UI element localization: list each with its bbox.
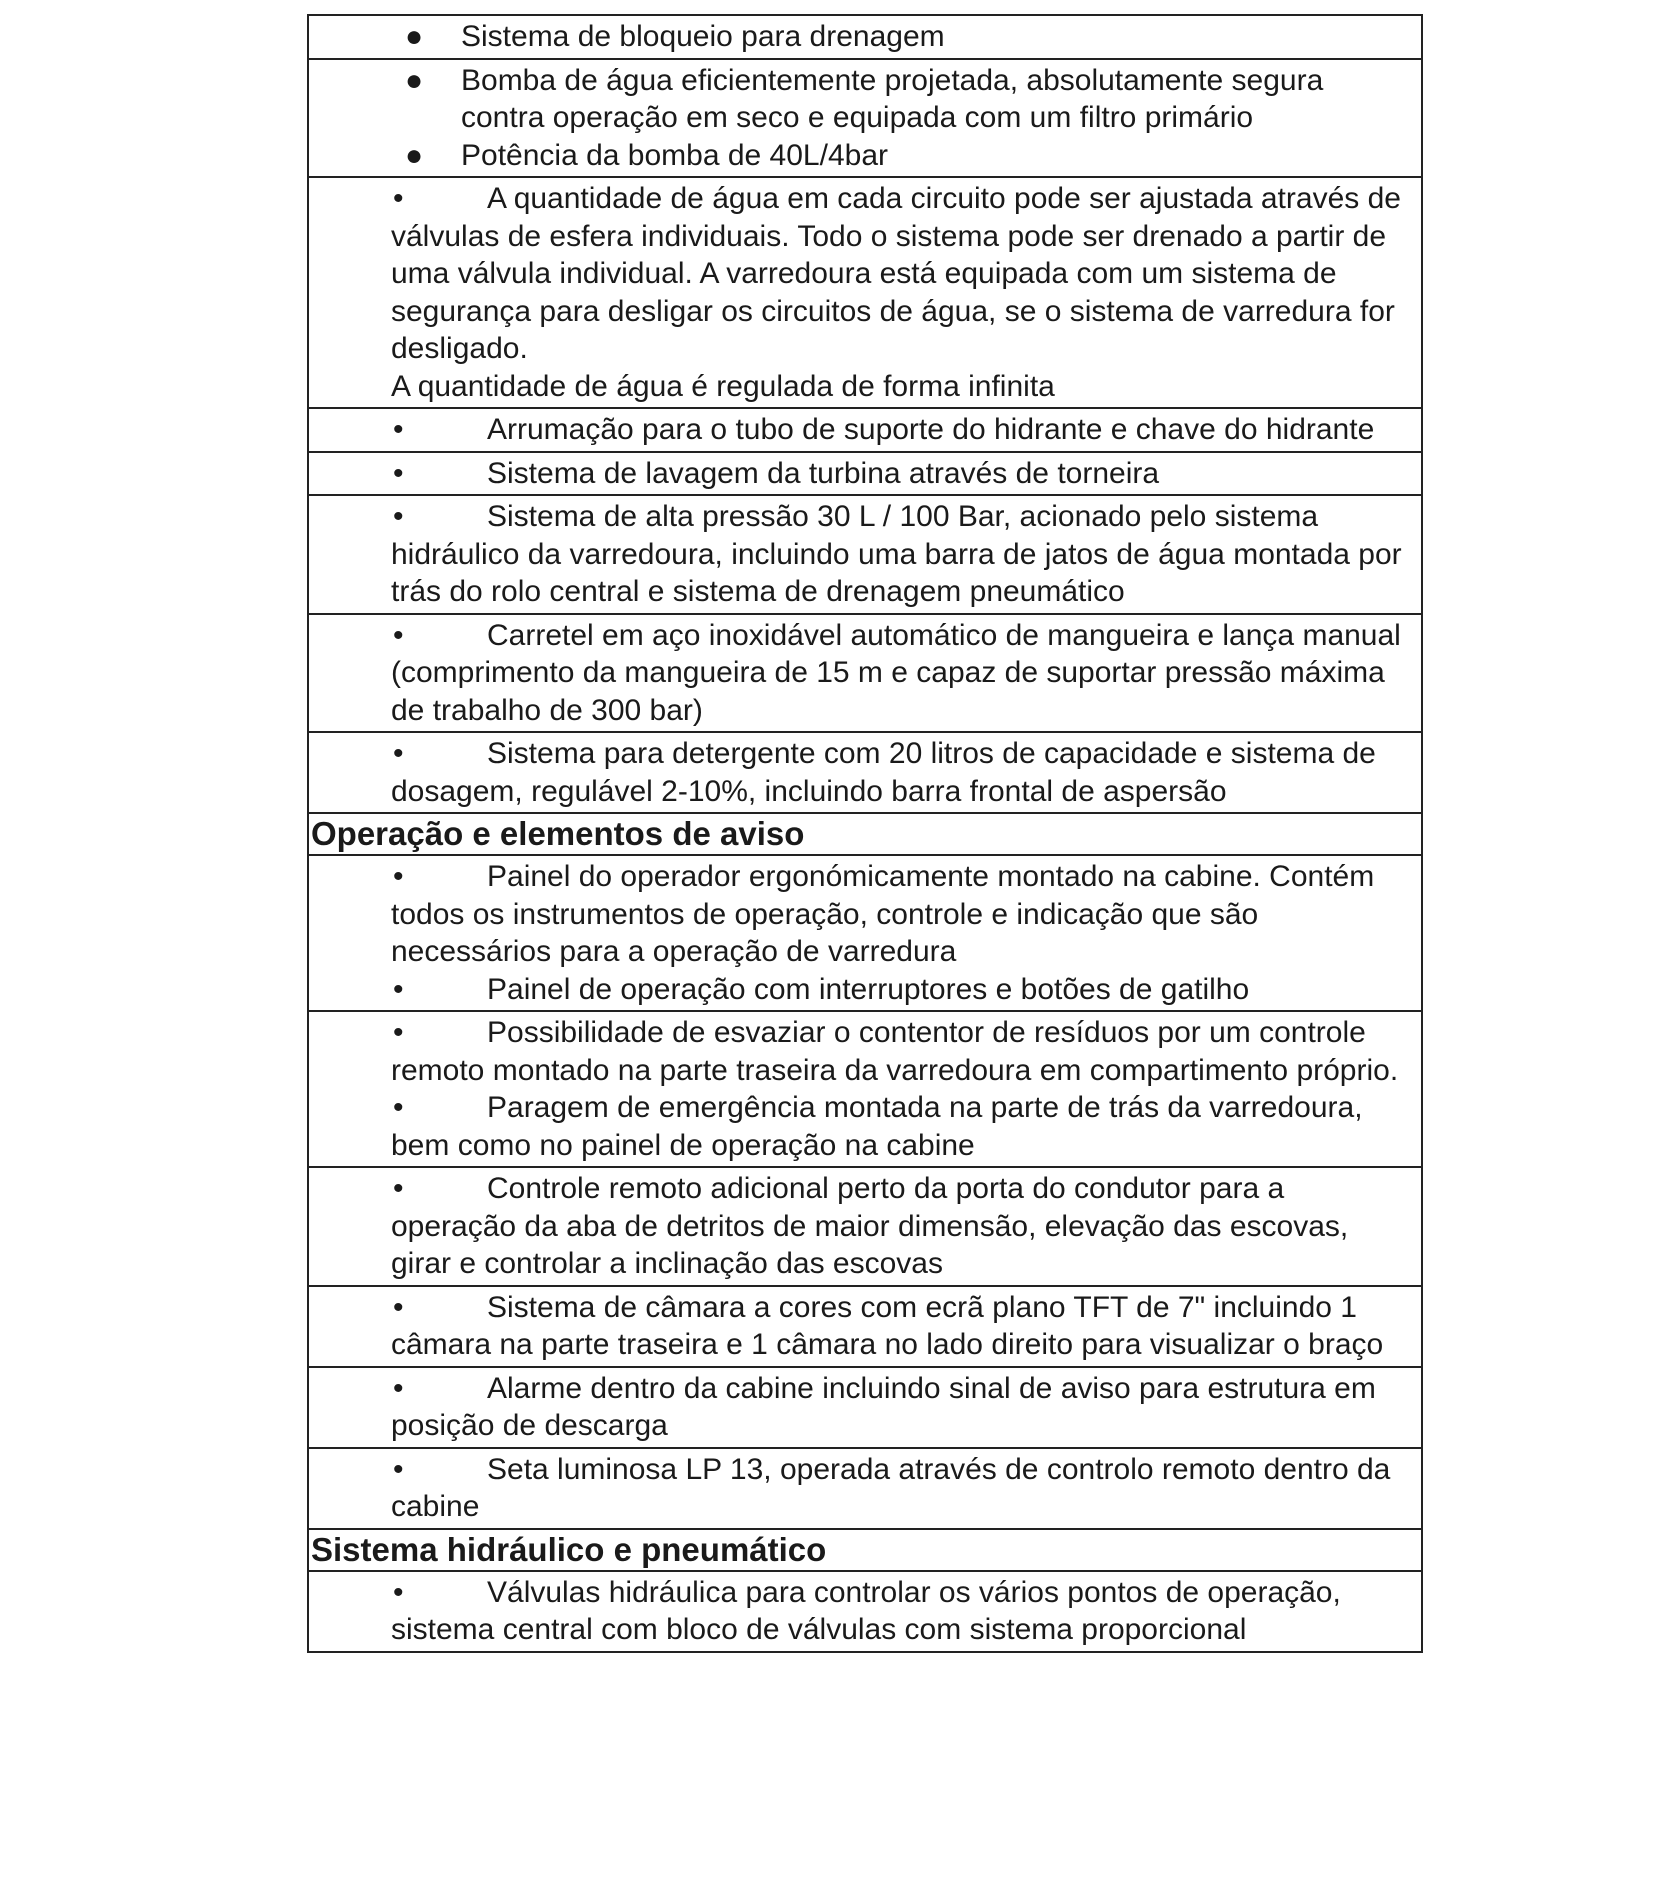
- table-row: [308, 1448, 1422, 1529]
- list-item: [405, 62, 1407, 137]
- table-cell: [308, 1011, 1422, 1167]
- item-text: • Sistema de lavagem da turbina através de torneira: [391, 455, 1159, 493]
- bullet-icon: •: [393, 1016, 404, 1049]
- table-row: [308, 614, 1422, 733]
- item-text: • Possibilidade de esvaziar o contentor de resíduos por um controle remoto montado na parte traseira da varredoura em compartimento próprio.: [391, 1016, 1399, 1087]
- item-text: • Carretel em aço inoxidável automático de mangueira e lança manual (comprimento da mangueira de 15 m e capaz de suportar pressão máxima de trabalho de 300 bar): [391, 618, 1401, 727]
- list-item: [391, 180, 1407, 368]
- bullet-icon: ●: [405, 20, 424, 53]
- item-text: • Arrumação para o tubo de suporte do hidrante e chave do hidrante: [391, 411, 1374, 449]
- cell-content: [309, 615, 1421, 732]
- item-text: A quantidade de água é regulada de forma infinita: [391, 369, 1055, 403]
- list-item: [391, 971, 1407, 1009]
- bullet-icon: •: [393, 1575, 404, 1609]
- cell-content: [309, 1368, 1421, 1447]
- list-item: [391, 735, 1407, 810]
- list-item: [391, 498, 1407, 611]
- list-item: [391, 455, 1407, 493]
- table-cell: [308, 1286, 1422, 1367]
- table-row: [308, 452, 1422, 496]
- list-item: [391, 1451, 1407, 1526]
- list-item: [391, 411, 1407, 449]
- table-cell: [308, 59, 1422, 178]
- list-item: [405, 137, 1407, 175]
- document-page: [307, 14, 1423, 1653]
- bullet-icon: •: [393, 182, 404, 215]
- table-row: [308, 1286, 1422, 1367]
- list-item: [391, 1289, 1407, 1364]
- item-text: • Sistema de alta pressão 30 L / 100 Bar, acionado pelo sistema hidráulico da varredoura, incluindo uma barra de jatos de água montada por trás do rolo central e sistema de drenagem pneumático: [391, 500, 1402, 608]
- item-text: Bomba de água eficientemente projetada, absolutamente segura contra operação em seco e equipada com um filtro primário: [461, 63, 1324, 134]
- item-text: • Alarme dentro da cabine incluindo sinal de aviso para estrutura em posição de descarga: [391, 1371, 1376, 1442]
- table-cell: [308, 1367, 1422, 1448]
- cell-content: [309, 453, 1421, 495]
- table-row: [308, 1529, 1422, 1571]
- table-cell: [308, 452, 1422, 496]
- cell-content: [309, 496, 1421, 613]
- item-text: Sistema de bloqueio para drenagem: [461, 20, 945, 53]
- item-text: • Sistema de câmara a cores com ecrã plano TFT de 7" incluindo 1 câmara na parte traseira e 1 câmara no lado direito para visualizar o braço: [391, 1290, 1384, 1361]
- cell-content: [309, 409, 1421, 451]
- table-cell: [308, 1167, 1422, 1286]
- item-text: • Paragem de emergência montada na parte de trás da varredoura, bem como no painel de operação na cabine: [391, 1091, 1363, 1162]
- table-cell: [308, 177, 1422, 408]
- bullet-icon: •: [393, 1091, 404, 1124]
- list-item: [391, 858, 1407, 971]
- table-cell: [308, 15, 1422, 59]
- bullet-icon: •: [393, 456, 404, 490]
- table-row: [308, 1367, 1422, 1448]
- table-cell: [308, 495, 1422, 614]
- table-cell: [308, 1571, 1422, 1652]
- table-row: [308, 1167, 1422, 1286]
- cell-content: [309, 16, 1421, 58]
- section-heading: Operação e elementos de aviso: [311, 815, 805, 852]
- cell-content: [309, 1012, 1421, 1166]
- table-row: [308, 408, 1422, 452]
- bullet-icon: •: [393, 1452, 404, 1486]
- bullet-icon: •: [393, 500, 404, 533]
- table-cell: [308, 1448, 1422, 1529]
- cell-content: [309, 178, 1421, 407]
- item-text: • Válvulas hidráulica para controlar os vários pontos de operação, sistema central com bloco de válvulas com sistema proporcional: [391, 1575, 1341, 1646]
- table-cell: [308, 732, 1422, 813]
- table-row: [308, 1011, 1422, 1167]
- table-row: [308, 15, 1422, 59]
- cell-content: [309, 733, 1421, 812]
- table-cell: [308, 855, 1422, 1011]
- bullet-icon: ●: [405, 138, 424, 172]
- cell-content: [309, 1572, 1421, 1651]
- item-text: Potência da bomba de 40L/4bar: [461, 138, 888, 172]
- bullet-icon: ●: [405, 63, 424, 97]
- list-item: [405, 18, 1407, 56]
- bullet-icon: •: [393, 413, 404, 446]
- bullet-icon: •: [393, 972, 404, 1006]
- table-cell: [308, 1529, 1422, 1571]
- cell-content: [309, 856, 1421, 1010]
- cell-content: [309, 60, 1421, 177]
- table-cell: [308, 408, 1422, 452]
- list-item: [391, 1574, 1407, 1649]
- list-item: [391, 1089, 1407, 1164]
- cell-content: [309, 1287, 1421, 1366]
- table-row: [308, 813, 1422, 855]
- list-item: [391, 617, 1407, 730]
- bullet-icon: •: [393, 1371, 404, 1405]
- item-text: • Painel de operação com interruptores e botões de gatilho: [391, 971, 1249, 1009]
- table-row: [308, 495, 1422, 614]
- bullet-icon: •: [393, 1172, 404, 1205]
- list-item: [391, 1170, 1407, 1283]
- table-row: [308, 855, 1422, 1011]
- bullet-icon: •: [393, 737, 404, 770]
- bullet-icon: •: [393, 860, 404, 893]
- table-row: [308, 177, 1422, 408]
- cell-content: [309, 1449, 1421, 1528]
- item-text: • A quantidade de água em cada circuito pode ser ajustada através de válvulas de esfera individuais. Todo o sistema pode ser drenado a partir de uma válvula individual. A varredoura está equipada com um sistema de segurança para desligar os circuitos de água, se o sistema de varredura for desligado.: [391, 182, 1401, 365]
- cell-content: [309, 1168, 1421, 1285]
- bullet-icon: •: [393, 1290, 404, 1324]
- section-heading: Sistema hidráulico e pneumático: [311, 1530, 827, 1568]
- list-item: [391, 1014, 1407, 1089]
- item-text: • Seta luminosa LP 13, operada através de controlo remoto dentro da cabine: [391, 1452, 1391, 1523]
- table-row: [308, 1571, 1422, 1652]
- table-row: [308, 59, 1422, 178]
- list-item: [391, 1370, 1407, 1445]
- table-cell: [308, 813, 1422, 855]
- item-text: • Painel do operador ergonómicamente montado na cabine. Contém todos os instrumentos de operação, controle e indicação que são necessários para a operação de varredura: [391, 860, 1375, 968]
- table-cell: [308, 614, 1422, 733]
- item-text: • Sistema para detergente com 20 litros de capacidade e sistema de dosagem, regulável 2-10%, incluindo barra frontal de aspersão: [391, 737, 1376, 808]
- table-row: [308, 732, 1422, 813]
- spec-table: [307, 14, 1423, 1653]
- item-text: • Controle remoto adicional perto da porta do condutor para a operação da aba de detritos de maior dimensão, elevação das escovas, girar e controlar a inclinação das escovas: [391, 1172, 1349, 1280]
- bullet-icon: •: [393, 618, 404, 652]
